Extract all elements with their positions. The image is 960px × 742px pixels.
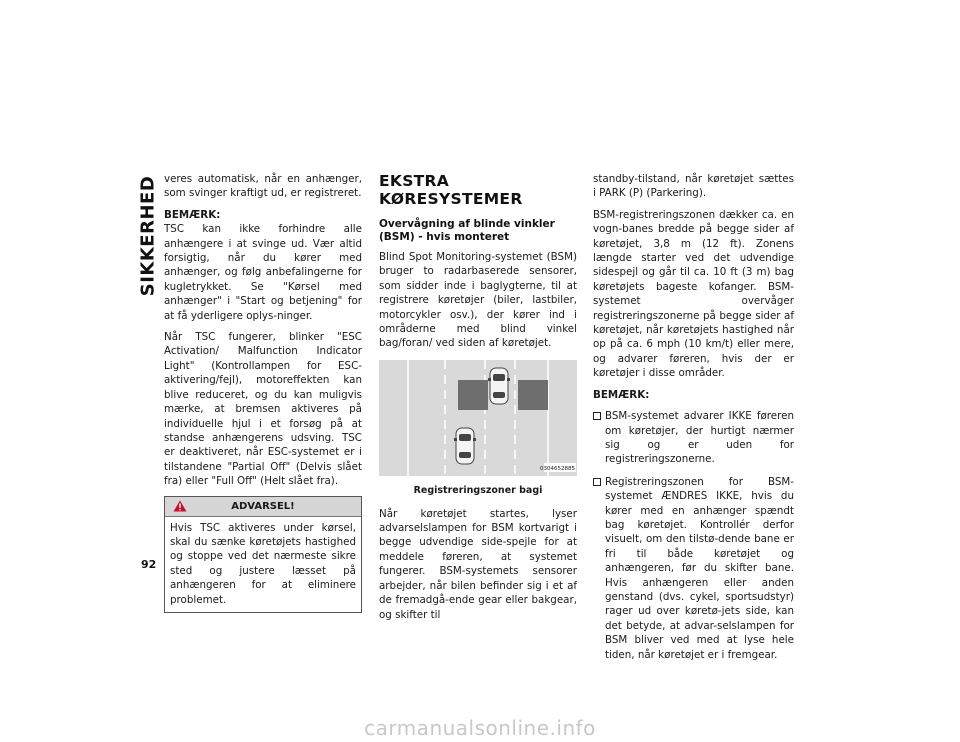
column-middle [379,172,577,629]
paragraph: BSM-registreringszonen dækker ca. en vogn-banes bredde på begge sider af køretøjet, 3,8 m (12 ft). Zonens længde starter ved det udvendige sidespejl og går til ca. 10 ft (3 m) bag køretøjets bageste kofanger. BSM-systemet overvåger registreringszonerne på begge sider af køretøjet, når køretøjets hastighed når op på ca. 6 mph (10 km/t) eller mere, og advarer føreren, hvis der er køretøjer i disse områder. [593,208,794,380]
figure-code: 0304652885 [540,465,575,472]
bullet-item [593,409,794,467]
paragraph: Blind Spot Monitoring-systemet (BSM) bruger to radarbaserede sensorer, som sidder inde i baglygterne, til at registrere køretøjer (biler, lastbiler, motorcykler osv.), der kører ind i områderne med blind vinkel bag/foran/ ved siden af køretøjet. [379,251,577,350]
car-rear-icon [454,428,476,464]
note-label: BEMÆRK: [164,208,221,221]
bullet-item [593,475,794,662]
checkbox-bullet-icon [593,412,601,420]
note-label: BEMÆRK: [593,388,650,401]
column-left [164,172,362,613]
bullet-text: Registreringszonen for BSM-systemet ÆNDRES IKKE, hvis du kører med en anhænger spændt bag køretøjet. Kontrollér derfor visuelt, om den tilstø-dende bane er fri til både køretøjet og anhængeren, før du skifter bane. Hvis anhængeren eller anden genstand (dvs. cykel, sportsudstyr) rager ud over køretø-jets side, kan det betyde, at advar-selslampen for BSM bliver ved med at lyse hele tiden, når køretøjet er i fremgear. [605,475,794,661]
paragraph: Når køretøjet startes, lyser advarselslampen for BSM kortvarigt i begge udvendige side-spejle for at meddele føreren, at systemet fungerer. BSM-systemets sensorer arbejder, når bilen befinder sig i et af de fremadgå-ende gear eller bakgear, og skifter til [379,507,577,621]
subsection-heading: Overvågning af blinde vinkler (BSM) - hvis monteret [379,218,555,243]
bullet-text: BSM-systemet advarer IKKE føreren om køretøjer, der hurtigt nærmer sig og er uden for registreringszonerne. [605,410,794,466]
note-text: TSC kan ikke forhindre alle anhængere i at svinge ud. Vær altid forsigtig, når du kører med anhænger, og følg anbefalingerne for kugletrykket. Se "Kørsel med anhænger" i "Start og betjening" for at få yderligere oplys-ninger. [164,223,362,322]
warning-box [164,496,362,613]
bsm-detection-zones-figure [379,360,577,476]
blind-spot-zone-left [458,380,488,410]
section-tab-label: SIKKERHED [137,175,159,297]
paragraph: standby-tilstand, når køretøjet sættes i PARK (P) (Parkering). [593,173,794,200]
warning-text: Hvis TSC aktiveres under kørsel, skal du sænke køretøjets hastighed og stoppe ved det nærmeste sikre sted og justere læsset på anhængeren for at eliminere problemet. [170,521,356,606]
blind-spot-zone-right [518,380,548,410]
note [164,208,362,323]
warning-title: ADVARSEL! [231,500,295,512]
column-right [593,172,794,670]
page-number: 92 [141,558,157,571]
paragraph: Når TSC fungerer, blinker "ESC Activation/ Malfunction Indicator Light" (Kontrollampen for ESC-aktivering/fejl), motoreffekten kan blive reduceret, og du kan muligvis mærke, at bremsen aktiveres på individuelle hjul i et forsøg på at standse anhængerens udsving. TSC er deaktiveret, når ESC-systemet er i tilstandene "Partial Off" (Delvis slået fra) eller "Full Off" (Helt slået fra). [164,331,362,488]
paragraph: veres automatisk, når en anhænger, som svinger kraftigt ud, er registreret. [164,173,362,200]
section-heading: EKSTRA KØRESYSTEMER [379,172,523,208]
warning-header [165,497,361,517]
checkbox-bullet-icon [593,478,601,486]
section-tab [136,176,160,296]
watermark-footer[interactable]: carmanualsonline.info [364,716,596,740]
figure-caption: Registreringszoner bagi [413,485,543,497]
car-front-icon [488,368,510,404]
